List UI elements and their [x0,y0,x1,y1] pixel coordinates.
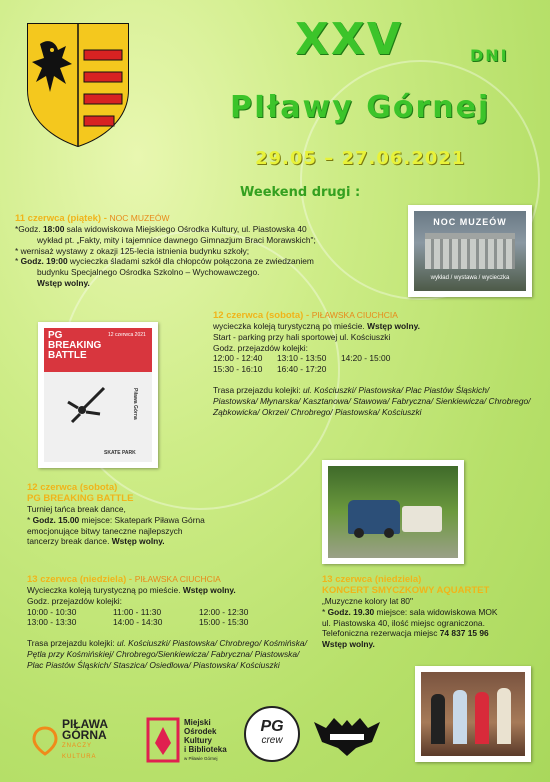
coat-of-arms-icon [22,20,134,150]
logo-tagline: KULTURA [61,754,97,760]
event-name: PIŁAWSKA CIUCHCIA [311,310,398,320]
poster-breaking: BREAKING [48,340,102,351]
logo-text: Miejski [184,717,211,727]
train-schedule: 12:00 - 12:40 13:10 - 13:50 14:20 - 15:00 15:30 - 16:10 16:40 - 17:20 [213,353,391,375]
event-dates: 29.05 – 27.06.2021 [255,148,466,169]
event-name: KONCERT SMYCZKOWY AQUARTET [322,585,490,596]
event-train-sunday [27,574,312,671]
poster-footer: SKATE PARK [104,450,136,456]
event-date: 11 czerwca (piątek) [15,213,102,224]
photo-caption: NOC MUZEÓW [433,217,507,227]
logo-text: PG [260,718,284,735]
event-desc: Wycieczka koleją turystyczną po mieście. Wstęp wolny. Godz. przejazdów kolejki: 10:00 - 10:30 11:00 - 11:30 12:00 - 12:30 13:00 - 13:30 14:00 - 14:30 15:00 - 15:30 Trasa przejazdu kolejki: ul. Kościuszki/ Piastowska/ Chrobrego/ Kośmińska/ Pętla przy Kośmińskiej/ Chrobrego/Sienkiewicza/ Fabryczna/ Piastowska/ Plac Piastów Śląskich/ Staszica/ Osiedlowa/ Piastowska/ Kościuszki [27,585,312,671]
dancer-icon [64,384,114,424]
pen-nib-icon [146,717,180,763]
logo-subtext: w Piławie Górnej [184,755,218,761]
logo-text: Ośrodek [184,726,217,736]
logo-subtext: crew [261,735,283,746]
logo-text: GÓRNA [61,728,107,742]
logo-text: i Biblioteka [184,744,227,754]
event-concert [322,574,542,650]
event-date: 12 czerwca (sobota) [27,482,118,493]
event-header: 13 czerwca (niedziela) - PIŁAWSKA CIUCHCIA [27,574,221,585]
pg-crew-logo [244,706,300,762]
event-desc: Turniej tańca break dance, * Godz. 15.00 miejsce: Skatepark Piława Górna emocjonujące bitwy taneczne najlepszych tancerzy break dance. Wstęp wolny. [27,504,205,547]
bat-icon [312,714,382,758]
title-xxv: XXV [295,14,403,65]
event-header: 12 czerwca (sobota) - PIŁAWSKA CIUCHCIA [213,310,398,321]
event-name: PIŁAWSKA CIUCHCIA [134,574,221,584]
poster-pg: PG [48,330,63,341]
train-photo [322,460,464,564]
train-schedule: 10:00 - 10:30 11:00 - 11:30 12:00 - 12:30 13:00 - 13:30 14:00 - 14:30 15:00 - 15:30 [27,606,249,628]
event-date: 12 czerwca (sobota) [213,310,304,321]
bat-crest-logo [312,714,382,758]
pilawa-gorna-logo [20,714,120,768]
logo-text: Kultury [184,735,212,745]
event-header: 11 czerwca (piątek) - NOC MUZEÓW [15,213,170,224]
logo-text: PIŁAWA [61,717,108,731]
logo-tagline: ZNACZY [61,743,92,749]
photo-subcaption: wykład / wystawa / wycieczka [430,275,510,281]
title-town: PIławy Górnej [230,90,491,125]
title-dni: DNI [470,46,509,65]
poster-date: 12 czerwca 2021 [108,332,146,338]
event-name: PG BREAKING BATTLE [27,493,134,504]
event-desc: „Muzyczne kolory lat 80" * Godz. 19.30 miejsce: sala widowiskowa MOK ul. Piastowska 40, ilość miejsc ograniczona. Telefoniczna rezerwacja miejsc 74 837 15 96 Wstęp wolny. [322,596,498,650]
museum-photo [408,205,532,297]
event-date: 13 czerwca (niedziela) [27,574,127,585]
breaking-battle-poster [38,322,158,468]
poster-battle: BATTLE [48,350,87,361]
event-name: NOC MUZEÓW [109,213,170,223]
poster-side-text: Piława Górna [132,388,138,420]
event-desc: wycieczka koleją turystyczną po mieście. Wstęp wolny. Start - parking przy hali sportowej ul. Kościuszki Godz. przejazdów kolejki: 12:00 - 12:40 13:10 - 13:50 14:20 - 15:00 15:30 - 16:10 16:40 - 17:20 Trasa przejazdu kolejki: ul. Kościuszki/ Piastowska/ Plac Piastów Śląskich/ Piastowska/ Młynarska/ Kasztanowa/ Stawowa/ Fabryczna/ Sienkiewicza/ Chrobrego/ Ząbkowicka/ Okrzei/ Chrobrego/ Piastowska/ Kościuszki [213,321,533,417]
weekend-heading: Weekend drugi : [240,185,361,200]
event-desc: *Godz. 18:00 sala widowiskowa Miejskiego Ośrodka Kultury, ul. Piastowska 40 wykład pt. „Fakty, mity i tajemnice dawnego Gimnazjum Braci Morawskich"; * wernisaż wystawy z okazji 125-lecia istnienia budynku szkoły; * Godz. 19:00 wycieczka śladami szkół dla chłopców połączona ze zwiedzaniem budynku Specjalnego Ośrodka Szkolno – Wychowawczego. Wstęp wolny. [15,224,316,288]
event-breakdance [27,482,287,547]
event-museum-night [15,213,410,289]
quartet-photo [415,666,531,762]
event-date: 13 czerwca (niedziela) [322,574,422,585]
map-pin-icon [32,726,58,756]
event-header [27,482,287,493]
event-train-saturday [213,310,533,417]
